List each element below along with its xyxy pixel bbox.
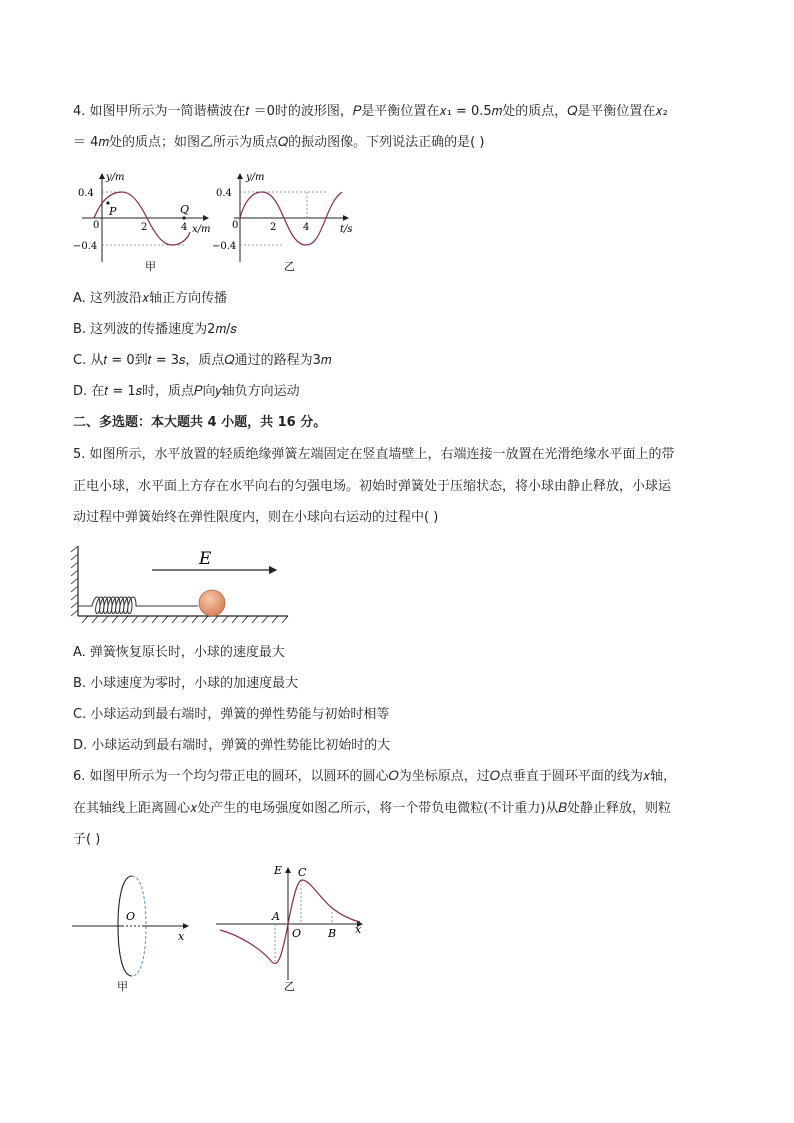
q6-text-line-1: 6. 如图甲所示为一个均匀带正电的圆环，以圆环的圆心𝑂为坐标原点，过𝑂点垂直于圆环平面的线为𝑥轴， xyxy=(73,769,677,784)
label-P: P xyxy=(109,205,117,218)
caption-yi: 乙 xyxy=(284,980,295,993)
q5-option-c: C. 小球运动到最右端时，弹簧的弹性势能与初始时相等 xyxy=(73,707,390,722)
caption-yi: 乙 xyxy=(284,260,295,273)
q6-ring-figure xyxy=(70,870,195,995)
spring xyxy=(78,597,198,614)
q5-option-b: B. 小球速度为零时，小球的加速度最大 xyxy=(73,676,299,691)
q4-text-line-1: 4. 如图甲所示为一简谐横波在𝑡 ＝0时的波形图，𝑃是平衡位置在𝑥₁ = 0.5𝑚处的质点，𝑄是平衡位置在𝑥₂ xyxy=(73,104,668,119)
y-axis-label: y/m xyxy=(106,172,125,183)
label-Q: Q xyxy=(180,203,190,216)
q4-option-a: A. 这列波沿𝑥轴正方向传播 xyxy=(73,291,228,306)
tick-origin: 0 xyxy=(93,220,100,231)
q4-vibration-graph xyxy=(212,170,362,275)
q4-option-c: C. 从𝑡 = 0到𝑡 = 3𝑠，质点𝑄通过的路程为3𝑚 xyxy=(73,353,332,368)
q4-wave-graph xyxy=(72,170,217,275)
label-x: x xyxy=(355,923,362,936)
charged-ball xyxy=(199,590,225,616)
caption-jia: 甲 xyxy=(145,260,156,273)
point-Q xyxy=(182,216,185,219)
q6-text-line-2: 在其轴线上距离圆心𝑥处产生的电场强度如图乙所示，将一个带负电微粒(不计重力)从𝐵处静止释放，则粒 xyxy=(73,801,672,816)
label-E: E xyxy=(274,864,283,877)
q5-option-d: D. 小球运动到最右端时，弹簧的弹性势能比初始时的大 xyxy=(73,738,391,753)
q6-field-graph xyxy=(212,860,372,995)
q5-text-line-3: 动过程中弹簧始终在弹性限度内，则在小球向右运动的过程中( ) xyxy=(73,510,439,525)
q4-option-b: B. 这列波的传播速度为2𝑚/𝑠 xyxy=(73,322,237,337)
tick-neg-0.4: −0.4 xyxy=(212,241,237,252)
tick-4: 4 xyxy=(303,222,310,233)
tick-0.4: 0.4 xyxy=(78,188,94,199)
q6-text-line-3: 子( ) xyxy=(73,832,101,847)
label-B: B xyxy=(328,927,337,940)
tick-2: 2 xyxy=(141,222,148,233)
tick-origin: 0 xyxy=(232,220,239,231)
label-O: O xyxy=(292,927,302,940)
q5-text-line-2: 正电小球，水平面上方存在水平向右的匀强电场。初始时弹簧处于压缩状态，将小球由静止释放，小球运 xyxy=(73,479,672,494)
label-x: x xyxy=(178,930,185,943)
caption-jia: 甲 xyxy=(117,980,128,993)
tick-4: 4 xyxy=(181,222,188,233)
tick-neg-0.4: −0.4 xyxy=(73,241,98,252)
t-axis-label: t/s xyxy=(340,224,353,235)
q4-text-line-2: ＝ 4𝑚处的质点；如图乙所示为质点𝑄的振动图像。下列说法正确的是( ) xyxy=(73,135,485,150)
tick-2: 2 xyxy=(270,222,277,233)
y-axis-label: y/m xyxy=(246,172,265,183)
q5-text-line-1: 5. 如图所示，水平放置的轻质绝缘弹簧左端固定在竖直墙壁上，右端连接一放置在光滑绝缘水平面上的带 xyxy=(73,447,675,462)
q4-option-d: D. 在𝑡 = 1𝑠时，质点𝑃向𝑦轴负方向运动 xyxy=(73,384,300,399)
tick-0.4: 0.4 xyxy=(216,188,232,199)
label-C: C xyxy=(298,866,307,879)
q5-spring-figure xyxy=(70,542,295,627)
label-O: O xyxy=(126,910,136,923)
x-axis-label: x/m xyxy=(192,224,211,235)
q5-option-a: A. 弹簧恢复原长时，小球的速度最大 xyxy=(73,645,285,660)
section-heading: 二、多选题：本大题共 4 小题，共 16 分。 xyxy=(73,415,327,430)
field-label-E: E xyxy=(199,549,212,569)
label-A: A xyxy=(272,910,280,923)
E-curve xyxy=(220,880,360,963)
